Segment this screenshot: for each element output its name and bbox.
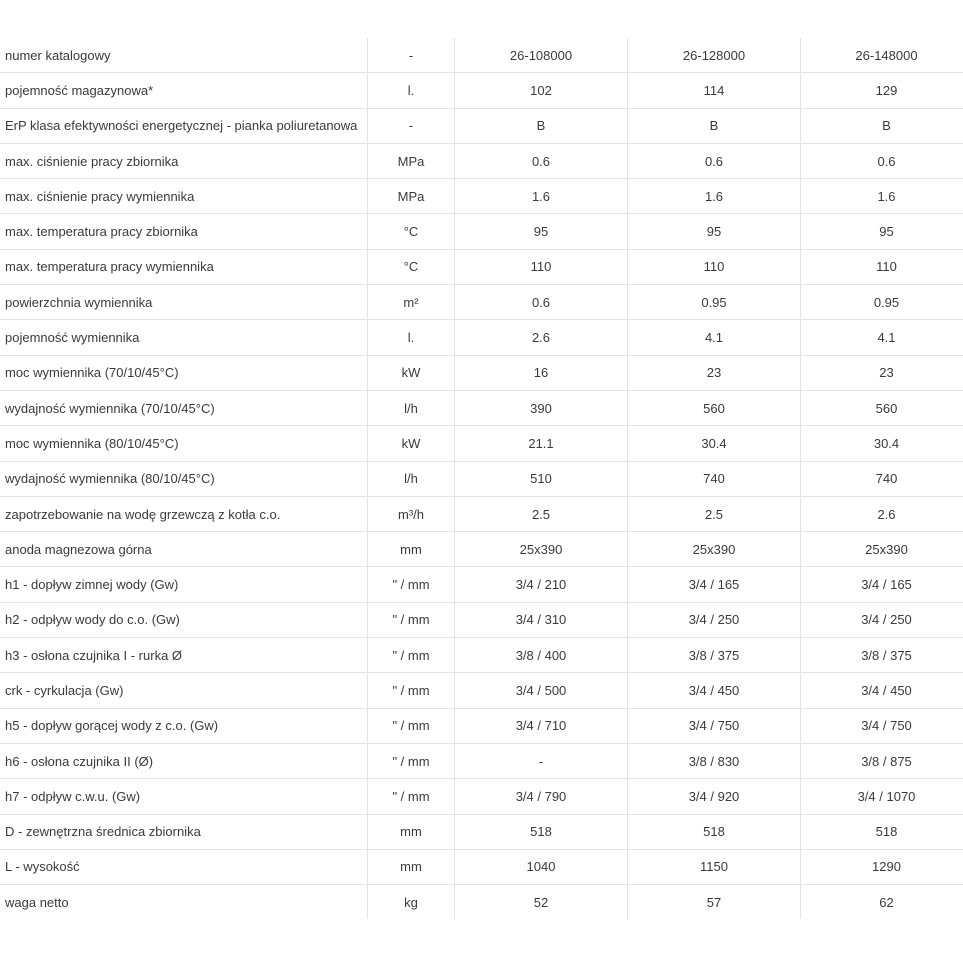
value-cell-26-108000: 3/4 / 500 [455, 673, 628, 708]
param-cell: numer katalogowy [0, 38, 368, 73]
value-cell-26-108000: 3/4 / 310 [455, 602, 628, 637]
value-cell-26-128000: 30.4 [628, 426, 801, 461]
unit-cell: " / mm [368, 779, 455, 814]
value-cell-26-108000: 518 [455, 814, 628, 849]
value-cell-26-108000: - [455, 743, 628, 778]
value-cell-26-128000: 3/8 / 375 [628, 638, 801, 673]
value-cell-26-108000: 390 [455, 390, 628, 425]
value-cell-26-148000: 740 [801, 461, 963, 496]
unit-cell: " / mm [368, 567, 455, 602]
value-cell-26-148000: 25x390 [801, 532, 963, 567]
table-row [0, 461, 963, 496]
unit-cell: °C [368, 214, 455, 249]
value-cell-26-128000: 3/4 / 165 [628, 567, 801, 602]
param-cell: max. ciśnienie pracy wymiennika [0, 179, 368, 214]
value-cell-26-148000: 30.4 [801, 426, 963, 461]
value-cell-26-128000: 4.1 [628, 320, 801, 355]
value-cell-26-148000: 3/4 / 750 [801, 708, 963, 743]
value-cell-26-128000: 0.6 [628, 143, 801, 178]
value-cell-26-128000: 0.95 [628, 285, 801, 320]
unit-cell: mm [368, 814, 455, 849]
value-cell-26-128000: B [628, 108, 801, 143]
value-cell-26-148000: 26-148000 [801, 38, 963, 73]
value-cell-26-108000: 110 [455, 249, 628, 284]
table-row [0, 779, 963, 814]
param-cell: anoda magnezowa górna [0, 532, 368, 567]
table-row [0, 73, 963, 108]
spec-table [0, 38, 963, 919]
value-cell-26-148000: 3/4 / 250 [801, 602, 963, 637]
table-row [0, 214, 963, 249]
value-cell-26-128000: 26-128000 [628, 38, 801, 73]
value-cell-26-128000: 1150 [628, 849, 801, 884]
unit-cell: " / mm [368, 638, 455, 673]
unit-cell: kW [368, 426, 455, 461]
param-cell: h1 - dopływ zimnej wody (Gw) [0, 567, 368, 602]
param-cell: crk - cyrkulacja (Gw) [0, 673, 368, 708]
value-cell-26-148000: 3/4 / 165 [801, 567, 963, 602]
value-cell-26-148000: 3/8 / 375 [801, 638, 963, 673]
value-cell-26-108000: 3/8 / 400 [455, 638, 628, 673]
param-cell: h7 - odpływ c.w.u. (Gw) [0, 779, 368, 814]
value-cell-26-108000: 21.1 [455, 426, 628, 461]
value-cell-26-108000: 510 [455, 461, 628, 496]
value-cell-26-148000: B [801, 108, 963, 143]
table-row [0, 567, 963, 602]
value-cell-26-128000: 2.5 [628, 496, 801, 531]
unit-cell: l. [368, 320, 455, 355]
param-cell: ErP klasa efektywności energetycznej - pianka poliuretanowa [0, 108, 368, 143]
value-cell-26-128000: 3/8 / 830 [628, 743, 801, 778]
unit-cell: l. [368, 73, 455, 108]
value-cell-26-108000: 102 [455, 73, 628, 108]
value-cell-26-148000: 3/8 / 875 [801, 743, 963, 778]
unit-cell: l/h [368, 461, 455, 496]
value-cell-26-148000: 110 [801, 249, 963, 284]
value-cell-26-128000: 3/4 / 450 [628, 673, 801, 708]
value-cell-26-128000: 1.6 [628, 179, 801, 214]
spec-table-body [0, 38, 963, 919]
value-cell-26-128000: 518 [628, 814, 801, 849]
value-cell-26-148000: 1.6 [801, 179, 963, 214]
value-cell-26-128000: 114 [628, 73, 801, 108]
unit-cell: mm [368, 849, 455, 884]
table-row [0, 532, 963, 567]
unit-cell: mm [368, 532, 455, 567]
param-cell: pojemność wymiennika [0, 320, 368, 355]
table-row [0, 108, 963, 143]
param-cell: wydajność wymiennika (70/10/45°C) [0, 390, 368, 425]
unit-cell: kg [368, 885, 455, 920]
unit-cell: - [368, 38, 455, 73]
param-cell: max. temperatura pracy zbiornika [0, 214, 368, 249]
unit-cell: " / mm [368, 673, 455, 708]
value-cell-26-148000: 0.6 [801, 143, 963, 178]
value-cell-26-128000: 23 [628, 355, 801, 390]
table-row [0, 708, 963, 743]
value-cell-26-148000: 518 [801, 814, 963, 849]
value-cell-26-108000: 26-108000 [455, 38, 628, 73]
value-cell-26-148000: 3/4 / 1070 [801, 779, 963, 814]
value-cell-26-108000: 2.5 [455, 496, 628, 531]
param-cell: powierzchnia wymiennika [0, 285, 368, 320]
value-cell-26-128000: 560 [628, 390, 801, 425]
value-cell-26-128000: 3/4 / 250 [628, 602, 801, 637]
value-cell-26-128000: 95 [628, 214, 801, 249]
value-cell-26-108000: 0.6 [455, 143, 628, 178]
value-cell-26-108000: 1040 [455, 849, 628, 884]
value-cell-26-148000: 4.1 [801, 320, 963, 355]
unit-cell: - [368, 108, 455, 143]
value-cell-26-148000: 560 [801, 390, 963, 425]
value-cell-26-108000: 95 [455, 214, 628, 249]
param-cell: h2 - odpływ wody do c.o. (Gw) [0, 602, 368, 637]
value-cell-26-108000: 25x390 [455, 532, 628, 567]
table-row [0, 638, 963, 673]
param-cell: L - wysokość [0, 849, 368, 884]
param-cell: max. ciśnienie pracy zbiornika [0, 143, 368, 178]
value-cell-26-148000: 23 [801, 355, 963, 390]
value-cell-26-148000: 0.95 [801, 285, 963, 320]
unit-cell: l/h [368, 390, 455, 425]
unit-cell: " / mm [368, 743, 455, 778]
value-cell-26-108000: 16 [455, 355, 628, 390]
value-cell-26-128000: 3/4 / 920 [628, 779, 801, 814]
unit-cell: °C [368, 249, 455, 284]
param-cell: moc wymiennika (70/10/45°C) [0, 355, 368, 390]
value-cell-26-148000: 2.6 [801, 496, 963, 531]
value-cell-26-108000: 3/4 / 210 [455, 567, 628, 602]
value-cell-26-108000: 52 [455, 885, 628, 920]
unit-cell: m² [368, 285, 455, 320]
value-cell-26-128000: 3/4 / 750 [628, 708, 801, 743]
param-cell: pojemność magazynowa* [0, 73, 368, 108]
table-row [0, 496, 963, 531]
value-cell-26-128000: 57 [628, 885, 801, 920]
value-cell-26-108000: 2.6 [455, 320, 628, 355]
unit-cell: " / mm [368, 708, 455, 743]
value-cell-26-128000: 25x390 [628, 532, 801, 567]
table-row [0, 143, 963, 178]
table-row [0, 849, 963, 884]
value-cell-26-108000: B [455, 108, 628, 143]
table-row [0, 602, 963, 637]
value-cell-26-148000: 95 [801, 214, 963, 249]
unit-cell: MPa [368, 143, 455, 178]
unit-cell: kW [368, 355, 455, 390]
unit-cell: " / mm [368, 602, 455, 637]
value-cell-26-108000: 1.6 [455, 179, 628, 214]
table-row [0, 179, 963, 214]
param-cell: zapotrzebowanie na wodę grzewczą z kotła c.o. [0, 496, 368, 531]
param-cell: wydajność wymiennika (80/10/45°C) [0, 461, 368, 496]
table-row [0, 355, 963, 390]
param-cell: h6 - osłona czujnika II (Ø) [0, 743, 368, 778]
table-row [0, 390, 963, 425]
value-cell-26-128000: 110 [628, 249, 801, 284]
unit-cell: m³/h [368, 496, 455, 531]
param-cell: h3 - osłona czujnika I - rurka Ø [0, 638, 368, 673]
param-cell: waga netto [5, 894, 69, 910]
param-cell: D - zewnętrzna średnica zbiornika [0, 814, 368, 849]
value-cell-26-108000: 3/4 / 710 [455, 708, 628, 743]
table-row [0, 320, 963, 355]
param-cell: h5 - dopływ gorącej wody z c.o. (Gw) [0, 708, 368, 743]
table-row [0, 673, 963, 708]
value-cell-26-128000: 740 [628, 461, 801, 496]
table-row [0, 885, 963, 920]
value-cell-26-148000: 129 [801, 73, 963, 108]
value-cell-26-148000: 3/4 / 450 [801, 673, 963, 708]
param-cell: max. temperatura pracy wymiennika [0, 249, 368, 284]
table-row [0, 285, 963, 320]
value-cell-26-108000: 3/4 / 790 [455, 779, 628, 814]
table-row [0, 743, 963, 778]
table-row [0, 814, 963, 849]
value-cell-26-148000: 62 [801, 885, 963, 920]
unit-cell: MPa [368, 179, 455, 214]
table-row [0, 249, 963, 284]
value-cell-26-108000: 0.6 [455, 285, 628, 320]
param-cell: moc wymiennika (80/10/45°C) [0, 426, 368, 461]
table-row [0, 426, 963, 461]
value-cell-26-148000: 1290 [801, 849, 963, 884]
table-row [0, 38, 963, 73]
